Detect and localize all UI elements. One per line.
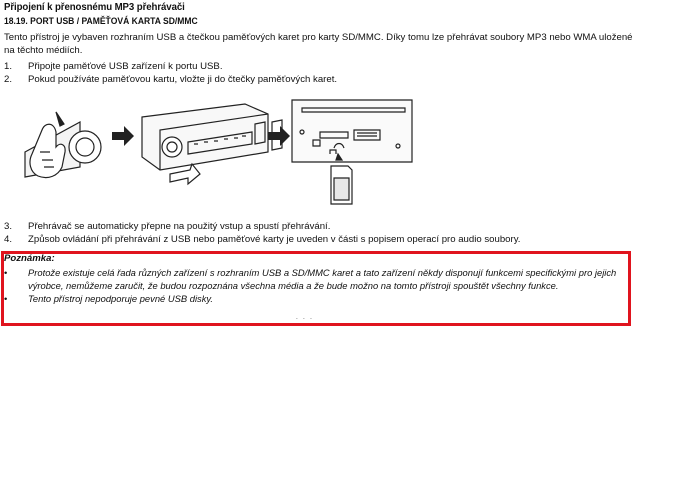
bullet: •	[4, 267, 8, 278]
page-heading: Připojení k přenosnému MP3 přehrávači	[4, 1, 185, 13]
footer-mark: - - -	[296, 316, 314, 322]
step-item	[4, 73, 644, 86]
note-text: Protože existuje celá řada různých zařízení s rozhraním USB a SD/MMC karet a tato zařízení někdy disponují funkcemi specifickými pro jejich výrobce, nemůžeme zaručit, že budou rozpoznána všechna média a že bude možno na tomto přístroji spouštět všechny funkce.	[28, 267, 617, 291]
step-item	[4, 60, 644, 73]
step-number: 2.	[4, 74, 13, 85]
arrow-right-icon	[112, 126, 134, 146]
step-number: 4.	[4, 234, 13, 245]
hand-icon	[25, 112, 101, 178]
step-text: Připojte paměťové USB zařízení k portu USB.	[28, 61, 223, 72]
intro-paragraph: Tento přístroj je vybaven rozhraním USB a čtečkou paměťových karet pro karty SD/MMC. Díky tomu lze přehrávat soubory MP3 nebo WMA uložené na těchto médiích.	[4, 32, 633, 56]
step-text: Přehrávač se automaticky přepne na použitý vstup a spustí přehrávání.	[28, 221, 331, 232]
step-number: 1.	[4, 61, 13, 72]
note-item	[4, 266, 619, 292]
steps-list-top	[4, 60, 644, 86]
step-item	[4, 233, 644, 246]
step-text: Pokud používáte paměťovou kartu, vložte ji do čtečky paměťových karet.	[28, 74, 338, 85]
step-number: 3.	[4, 221, 13, 232]
note-text: Tento přístroj nepodporuje pevné USB disky.	[28, 293, 214, 304]
steps-list-bottom	[4, 220, 644, 246]
card-slot-icon	[292, 100, 412, 162]
usb-sd-illustration	[20, 92, 420, 210]
note-list	[4, 266, 619, 305]
bullet: •	[4, 293, 8, 304]
note-title: Poznámka:	[4, 253, 55, 264]
section-title: 18.19. PORT USB / PAMĚŤOVÁ KARTA SD/MMC	[4, 16, 198, 27]
note-item	[4, 292, 619, 305]
step-item	[4, 220, 644, 233]
car-radio-faceplate-icon	[142, 104, 282, 184]
step-text: Způsob ovládání při přehrávání z USB nebo paměťové karty je uveden v části s popisem operací pro audio soubory.	[28, 234, 521, 245]
